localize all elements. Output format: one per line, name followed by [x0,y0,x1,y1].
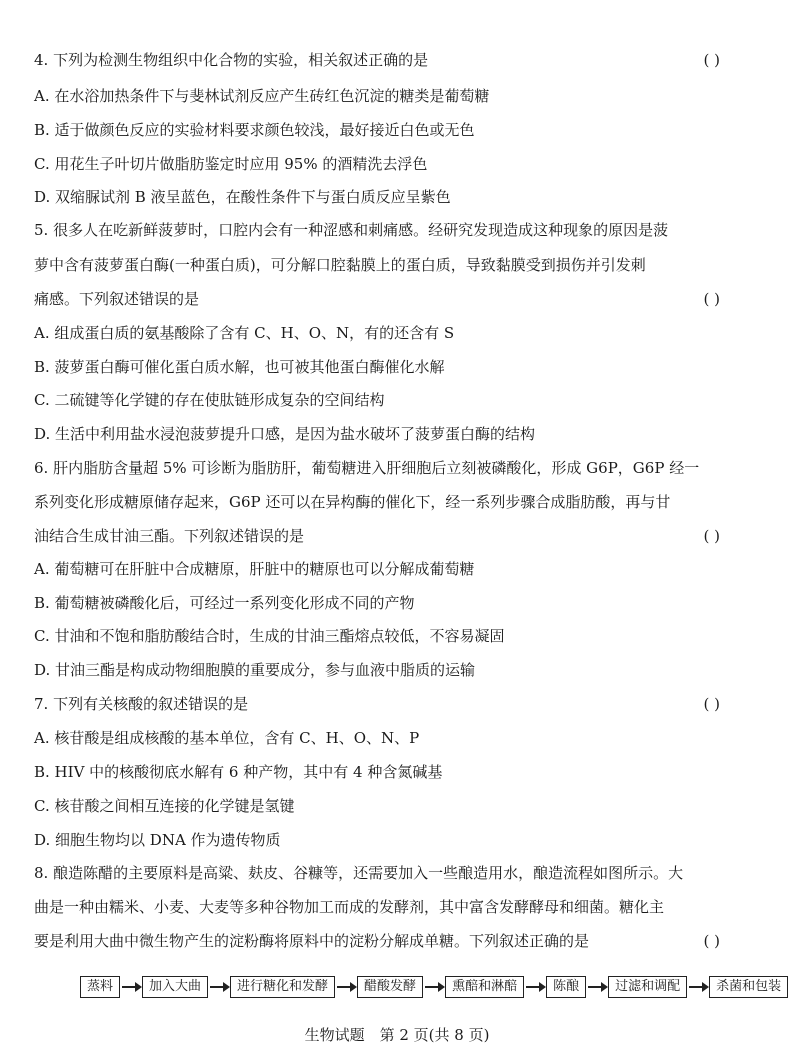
q4-option-a: A. 在水浴加热条件下与斐林试剂反应产生砖红色沉淀的糖类是葡萄糖 [34,87,490,105]
flow-step-3: 进行糖化和发酵 [230,976,335,998]
q4-option-d: D. 双缩脲试剂 B 液呈蓝色，在酸性条件下与蛋白质反应呈紫色 [34,188,451,206]
page-footer: 生物试题 第 2 页(共 8 页) [304,1026,490,1044]
q4-option-c: C. 用花生子叶切片做脂肪鉴定时应用 95% 的酒精洗去浮色 [34,155,428,173]
q5-option-a: A. 组成蛋白质的氨基酸除了含有 C、H、O、N，有的还含有 S [34,324,455,342]
flow-step-4: 醋酸发酵 [357,976,423,998]
q8-stem-line-3: 要是利用大曲中微生物产生的淀粉酶将原料中的淀粉分解成单糖。下列叙述正确的是 [34,932,590,950]
q6-option-c: C. 甘油和不饱和脂肪酸结合时，生成的甘油三酯熔点较低，不容易凝固 [34,627,505,645]
q5-option-c: C. 二硫键等化学键的存在使肽链形成复杂的空间结构 [34,391,385,409]
flow-step-1: 蒸料 [80,976,120,998]
vinegar-process-flowchart [80,976,788,998]
q7-option-d: D. 细胞生物均以 DNA 作为遗传物质 [34,831,281,849]
q7-stem: 7. 下列有关核酸的叙述错误的是 [34,695,249,713]
q7-option-c: C. 核苷酸之间相互连接的化学键是氢键 [34,797,295,815]
q8-stem-line-1: 8. 酿造陈醋的主要原料是高粱、麸皮、谷糠等，还需要加入一些酿造用水，酿造流程如图所示。大 [34,864,684,882]
q4-answer-paren: ( ) [703,51,720,69]
flow-step-6: 陈酿 [546,976,586,998]
q6-stem-line-3: 油结合生成甘油三酯。下列叙述错误的是 [34,527,305,545]
q7-option-b: B. HIV 中的核酸彻底水解有 6 种产物，其中有 4 种含氮碱基 [34,763,443,781]
arrow-right-icon [526,986,544,988]
q4-option-b: B. 适于做颜色反应的实验材料要求颜色较浅，最好接近白色或无色 [34,121,475,139]
q6-option-d: D. 甘油三酯是构成动物细胞膜的重要成分，参与血液中脂质的运输 [34,661,476,679]
arrow-right-icon [425,986,443,988]
q8-stem-line-2: 曲是一种由糯米、小麦、大麦等多种谷物加工而成的发酵剂，其中富含发酵酵母和细菌。糖化主 [34,898,665,916]
q7-answer-paren: ( ) [703,695,720,713]
q6-option-b: B. 葡萄糖被磷酸化后，可经过一系列变化形成不同的产物 [34,594,415,612]
q6-stem-line-1: 6. 肝内脂肪含量超 5% 可诊断为脂肪肝，葡萄糖进入肝细胞后立刻被磷酸化，形成 G6P，G6P 经一 [34,459,700,477]
arrow-right-icon [588,986,606,988]
flow-step-2: 加入大曲 [142,976,208,998]
q6-answer-paren: ( ) [703,527,720,545]
q6-stem-line-2: 系列变化形成糖原储存起来，G6P 还可以在异构酶的催化下，经一系列步骤合成脂肪酸，再与甘 [34,493,671,511]
q5-stem-line-1: 5. 很多人在吃新鲜菠萝时，口腔内会有一种涩感和刺痛感。经研究发现造成这种现象的原因是菠 [34,221,669,239]
q4-stem: 4. 下列为检测生物组织中化合物的实验，相关叙述正确的是 [34,51,429,69]
arrow-right-icon [122,986,140,988]
q5-stem-line-2: 萝中含有菠萝蛋白酶(一种蛋白质)，可分解口腔黏膜上的蛋白质，导致黏膜受到损伤并引发刺 [34,256,646,274]
q5-stem-line-3: 痛感。下列叙述错误的是 [34,290,200,308]
flow-step-7: 过滤和调配 [608,976,687,998]
q5-answer-paren: ( ) [703,290,720,308]
q6-option-a: A. 葡萄糖可在肝脏中合成糖原，肝脏中的糖原也可以分解成葡萄糖 [34,560,475,578]
arrow-right-icon [337,986,355,988]
q7-option-a: A. 核苷酸是组成核酸的基本单位，含有 C、H、O、N、P [34,729,420,747]
arrow-right-icon [689,986,707,988]
arrow-right-icon [210,986,228,988]
flow-step-5: 熏醅和淋醅 [445,976,524,998]
q5-option-b: B. 菠萝蛋白酶可催化蛋白质水解，也可被其他蛋白酶催化水解 [34,358,445,376]
flow-step-8: 杀菌和包装 [709,976,788,998]
q8-answer-paren: ( ) [703,932,720,950]
q5-option-d: D. 生活中利用盐水浸泡菠萝提升口感，是因为盐水破坏了菠萝蛋白酶的结构 [34,425,536,443]
